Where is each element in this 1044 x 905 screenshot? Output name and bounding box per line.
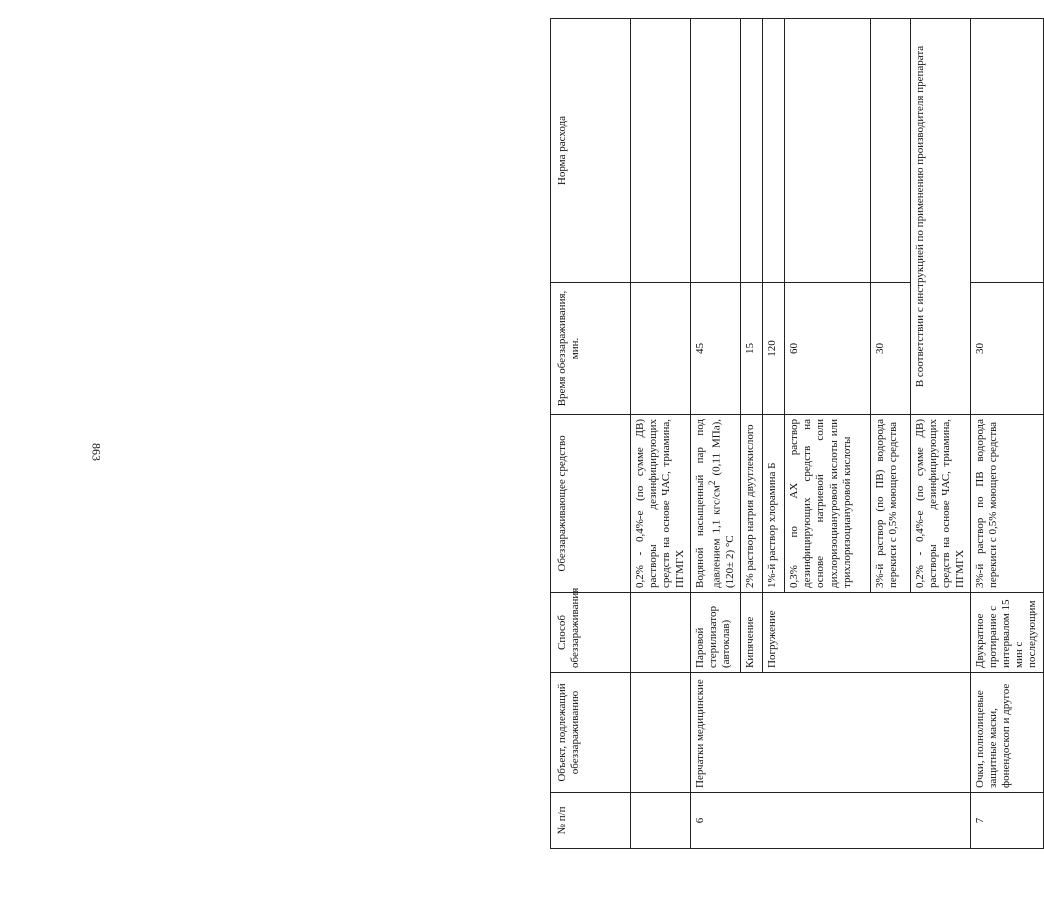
cell-time-instructions: В соответствии с инструкцией по применению производителя препарата [910,19,970,415]
cell-empty [631,593,691,673]
cell-time: 30 [970,283,1043,415]
cell-agent: 0,2% - 0,4%-е (по сумме ДВ) растворы дезинфицирующих средств на основе ЧАС, триамина, ПГМГХ [910,415,970,593]
cell-agent: 3%-й раствор по ПВ водорода перекиси с 0,5% моющего средства [970,415,1043,593]
cell-time: 60 [784,283,870,415]
header-object: Объект, подлежащий обеззараживанию [551,673,631,793]
cell-method: Кипячение [740,593,762,673]
header-row [551,19,631,849]
cell-num: 6 [690,793,970,849]
cell-object: Очки, полнолицевые защитные маски, фонендоскоп и другое [970,673,1043,793]
header-time: Время обеззараживания, мин. [551,283,631,415]
cell-empty [970,19,1043,283]
agent-superscript: 2 [706,480,717,486]
table-row [631,19,691,849]
table-row [690,19,740,849]
cell-time: 15 [740,283,762,415]
cell-agent: 0,3% по АХ раствор дезинфицирующих средств на основе натриевой соли дихлоризоциануровой кислоты или трихлоризоциануровой кислоты [784,415,870,593]
cell-empty [631,283,691,415]
cell-agent: 3%-й раствор (по ПВ) водорода перекиси с 0,5% моющего средства [870,415,910,593]
cell-method: Паровой стерилизатор (автоклав) [690,593,740,673]
agent-text: (0,11 МПа), (120± 2) °С [710,418,736,588]
cell-object: Перчатки медицинские [690,673,970,793]
cell-time: 30 [870,283,910,415]
cell-empty [784,19,870,283]
cell-num: 7 [970,793,1043,849]
header-agent: Обеззараживающее средство [551,415,631,593]
cell-method: Погружение [762,593,970,673]
disinfection-table [550,18,1044,849]
agent-text: Водяной насыщенный пар под давлением 1,1 кгс/см [693,419,723,588]
cell-method: Двукратное протирание с интервалом 15 мин с последующим [970,593,1043,673]
cell-empty [740,19,762,283]
table-row [970,19,1043,849]
cell-empty [631,673,691,793]
cell-agent [690,415,740,593]
cell-empty [631,19,691,283]
cell-empty [690,19,740,283]
cell-agent: 1%-й раствор хлорамина Б [762,415,784,593]
cell-time: 120 [762,283,784,415]
header-num: № п/п [551,793,631,849]
header-method: Способ обеззараживания [551,593,631,673]
cell-empty [631,793,691,849]
cell-time: 45 [690,283,740,415]
cell-agent: 0,2% - 0,4%-е (по сумме ДВ) растворы дезинфицирующих средств на основе ЧАС, триамина, ПГМГХ [631,415,691,593]
cell-agent: 2% раствор натрия двууглекислого [740,415,762,593]
cell-empty [762,19,784,283]
header-norm: Норма расхода [551,19,631,283]
cell-empty [870,19,910,283]
rotated-page [550,19,1039,849]
page-number: 863 [89,443,104,461]
